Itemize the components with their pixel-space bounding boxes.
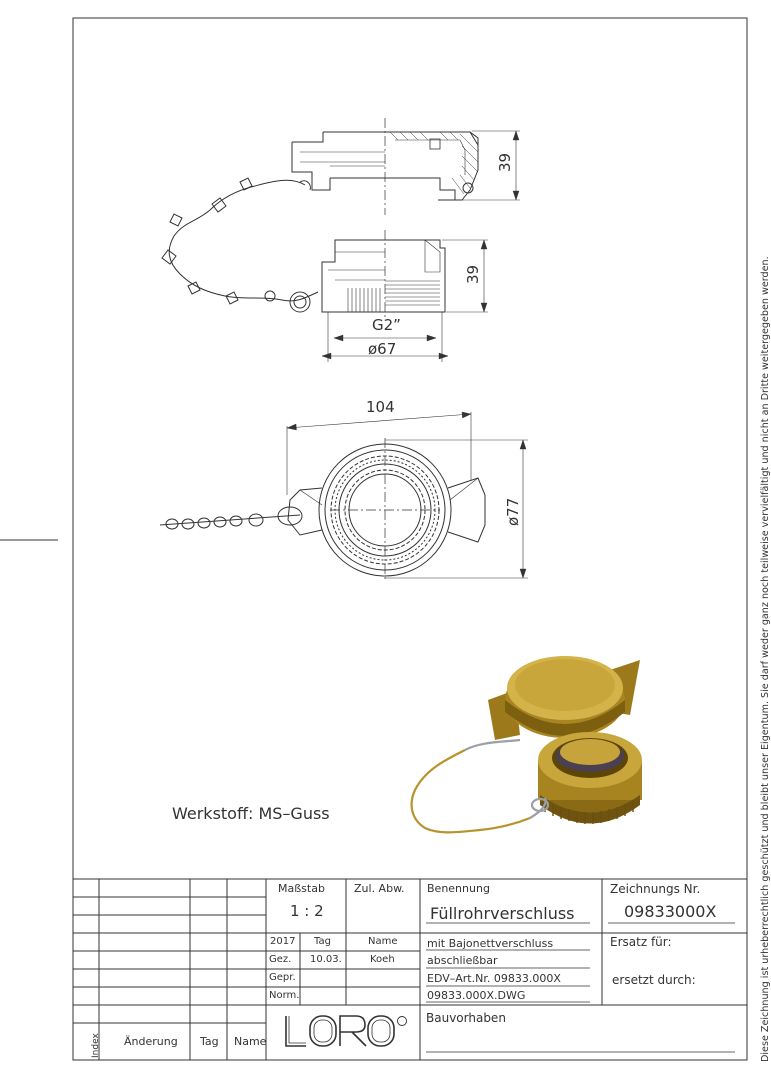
- name-col-label: Name: [368, 936, 398, 947]
- file-line: 09833.000X.DWG: [427, 989, 526, 1002]
- chain-top: [160, 507, 302, 529]
- index-label: Index: [91, 1033, 101, 1058]
- desc-line1: mit Bajonettverschluss: [427, 937, 554, 950]
- norm-label: Norm.: [269, 990, 300, 1001]
- checked-label: Gepr.: [269, 972, 296, 983]
- dim-width: 104: [366, 398, 395, 416]
- dim-outer-diameter: ø67: [368, 340, 397, 358]
- desc-line2: abschließbar: [427, 954, 498, 967]
- day-label: Tag: [314, 936, 331, 947]
- name-label: Benennung: [427, 882, 490, 895]
- dim-round-diameter: ø77: [504, 497, 522, 526]
- tolerance-label: Zul. Abw.: [354, 882, 405, 895]
- project-label: Bauvorhaben: [426, 1011, 506, 1025]
- replacement-for-label: Ersatz für:: [610, 935, 672, 949]
- change-label: Änderung: [124, 1035, 178, 1048]
- change-day-label: Tag: [200, 1035, 219, 1048]
- replaced-by-label: ersetzt durch:: [612, 973, 696, 987]
- edv-line: EDV–Art.Nr. 09833.000X: [427, 972, 561, 985]
- dim-thread: G2”: [372, 316, 401, 334]
- scale-label: Maßstab: [278, 882, 325, 895]
- top-view: [287, 412, 528, 582]
- cap-side-view: [292, 118, 520, 215]
- year: 2017: [270, 936, 296, 947]
- drawing-no-value: 09833000X: [624, 902, 717, 921]
- drawn-date: 10.03.: [310, 954, 342, 965]
- drawn-label: Gez.: [269, 954, 292, 965]
- drawing-no-label: Zeichnungs Nr.: [610, 882, 701, 896]
- scale-value: 1 : 2: [290, 902, 324, 920]
- loro-logo: [286, 1016, 407, 1046]
- coupling-side-view: [322, 230, 488, 362]
- dim-cap-height: 39: [496, 152, 514, 172]
- material-note: Werkstoff: MS–Guss: [172, 804, 330, 823]
- change-name-label: Name: [234, 1035, 267, 1048]
- dim-coupling-height: 39: [464, 264, 482, 284]
- drawn-name: Koeh: [370, 954, 395, 965]
- chain-side: [162, 178, 318, 312]
- product-render: [412, 656, 642, 832]
- copyright-notice: Diese Zeichnung ist urheberrechtlich geschützt und bleibt unser Eigentum. Sie darf weder ganz noch teilweise vervielfältigt und nicht an Dritte weitergegeben werden.: [760, 256, 771, 1062]
- name-value: Füllrohrverschluss: [430, 904, 575, 923]
